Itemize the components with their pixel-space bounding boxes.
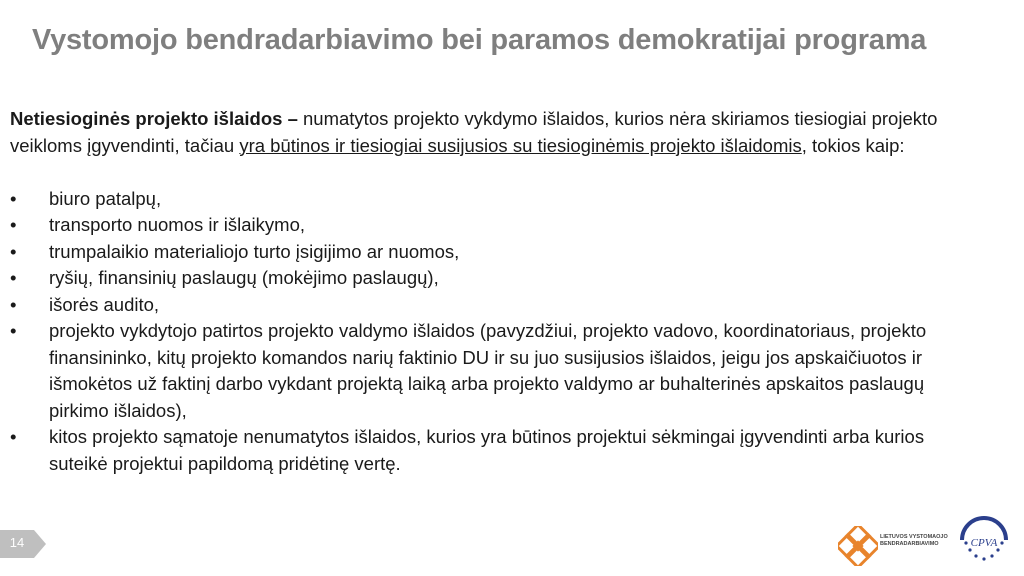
list-item-text: biuro patalpų, bbox=[49, 187, 162, 209]
cpva-logo-text: CPVA bbox=[970, 537, 998, 549]
list-item-text: ryšių, finansinių paslaugų (mokėjimo paslaugų), bbox=[49, 267, 439, 288]
bullet-icon: • bbox=[10, 187, 17, 209]
bullet-icon: • bbox=[10, 240, 17, 262]
bullet-icon: • bbox=[10, 320, 17, 341]
page-number-badge bbox=[0, 530, 46, 558]
intro-text-2: , tokios kaip: bbox=[801, 134, 905, 156]
orange-knot-logo-icon bbox=[838, 526, 878, 566]
list-item-text: išorės audito, bbox=[49, 293, 160, 315]
lithuanian-development-cooperation-logo bbox=[838, 524, 948, 570]
bullet-icon: • bbox=[10, 214, 17, 235]
list-item bbox=[10, 318, 940, 424]
bullet-icon: • bbox=[10, 293, 17, 315]
cpva-logo bbox=[956, 510, 1012, 570]
bullet-icon: • bbox=[10, 267, 17, 288]
bullet-icon: • bbox=[10, 426, 17, 447]
intro-paragraph bbox=[10, 106, 940, 159]
list-item-text: kitos projekto sąmatoje nenumatytos išlaidos, kurios yra būtinos projektui sėkmingai įgyvendinti arba kurios suteikė projektui papildomą pridėtinę vertę. bbox=[49, 426, 925, 474]
list-item-text: trumpalaikio materialiojo turto įsigijimo ar nuomos, bbox=[49, 240, 460, 262]
list-item bbox=[10, 265, 940, 292]
intro-underlined-text: yra būtinos ir tiesiogiai susijusios su tiesioginėmis projekto išlaidomis bbox=[239, 134, 802, 156]
list-item bbox=[10, 186, 940, 213]
cpva-stars-logo-icon bbox=[956, 510, 1012, 570]
list-item bbox=[10, 292, 940, 319]
intro-text-1: numatytos projekto vykdymo išlaidos, kurios nėra skiriamos tiesiogiai projekto veikloms įgyvendinti, tačiau bbox=[10, 108, 938, 156]
list-item-text: projekto vykdytojo patirtos projekto valdymo išlaidos (pavyzdžiui, projekto vadovo, koordinatoriaus, projekto finansininko, kitų projekto komandos narių faktinio DU ir su juo susijusios išlaidos, jeigu jos apskaičiuotos ir išmokėtos už faktinį darbo vykdant projektą laiką arba projekto valdymo ar buhalterinės apskaitos paslaugų pirkimo išlaidos), bbox=[49, 320, 927, 421]
slide-title: Vystomojo bendradarbiavimo bei paramos demokratijai programa bbox=[32, 24, 927, 56]
expense-list bbox=[10, 186, 940, 478]
slide-body bbox=[10, 106, 940, 477]
list-item bbox=[10, 424, 940, 477]
logo-left-text: LIETUVOS VYSTOMAOJO BENDRADARBIAVIMO bbox=[880, 534, 948, 547]
list-item bbox=[10, 239, 940, 266]
intro-bold-term: Netiesioginės projekto išlaidos – bbox=[10, 108, 298, 129]
page-number: 14 bbox=[9, 535, 25, 550]
list-item bbox=[10, 212, 940, 239]
list-item-text: transporto nuomos ir išlaikymo, bbox=[49, 214, 306, 235]
